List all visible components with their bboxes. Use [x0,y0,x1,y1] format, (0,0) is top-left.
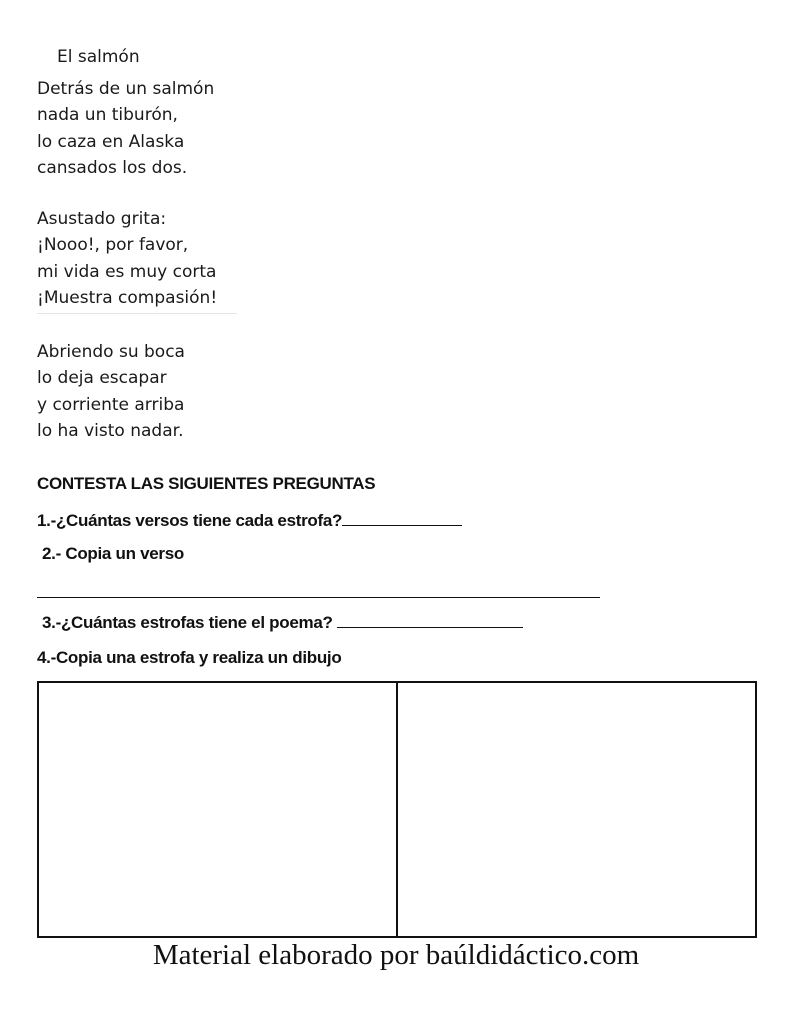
verse: lo deja escapar [37,368,167,389]
verse: mi vida es muy corta [37,261,217,282]
verse: cansados los dos. [37,157,188,178]
question-4-text: 4.-Copia una estrofa y realiza un dibujo [37,648,342,667]
verse: ¡Nooo!, por favor, [37,235,189,256]
section-heading: CONTESTA LAS SIGUIENTES PREGUNTAS [37,474,376,493]
question-3-answer-line[interactable] [337,612,523,628]
stanza-3 [37,339,185,444]
verse: Abriendo su boca [37,342,185,362]
question-1 [37,510,462,531]
verse: lo caza en Alaska [37,131,185,152]
stanza-1 [37,76,214,181]
question-1-answer-line[interactable] [342,510,462,526]
stanza-divider [37,313,237,314]
stanza-copy-area[interactable] [39,683,398,936]
question-1-text: 1.-¿Cuántas versos tiene cada estrofa? [37,511,343,530]
answer-box [37,681,757,938]
verse: ¡Muestra compasión! [37,287,218,308]
verse: nada un tiburón, [37,105,178,126]
verse: lo ha visto nadar. [37,420,184,441]
question-3 [42,612,523,633]
verse: y corriente arriba [37,394,185,415]
question-3-text: 3.-¿Cuántas estrofas tiene el poema? [42,613,333,632]
verse: Asustado grita: [37,209,167,229]
footer-credit: Material elaborado por baúldidáctico.com [152,939,640,971]
drawing-area[interactable] [398,683,755,936]
verse: Detrás de un salmón [37,79,215,99]
poem-title: El salmón [57,47,140,67]
question-2-answer-line[interactable] [37,597,600,598]
question-2-text: 2.- Copia un verso [42,544,184,563]
stanza-2 [37,206,217,311]
